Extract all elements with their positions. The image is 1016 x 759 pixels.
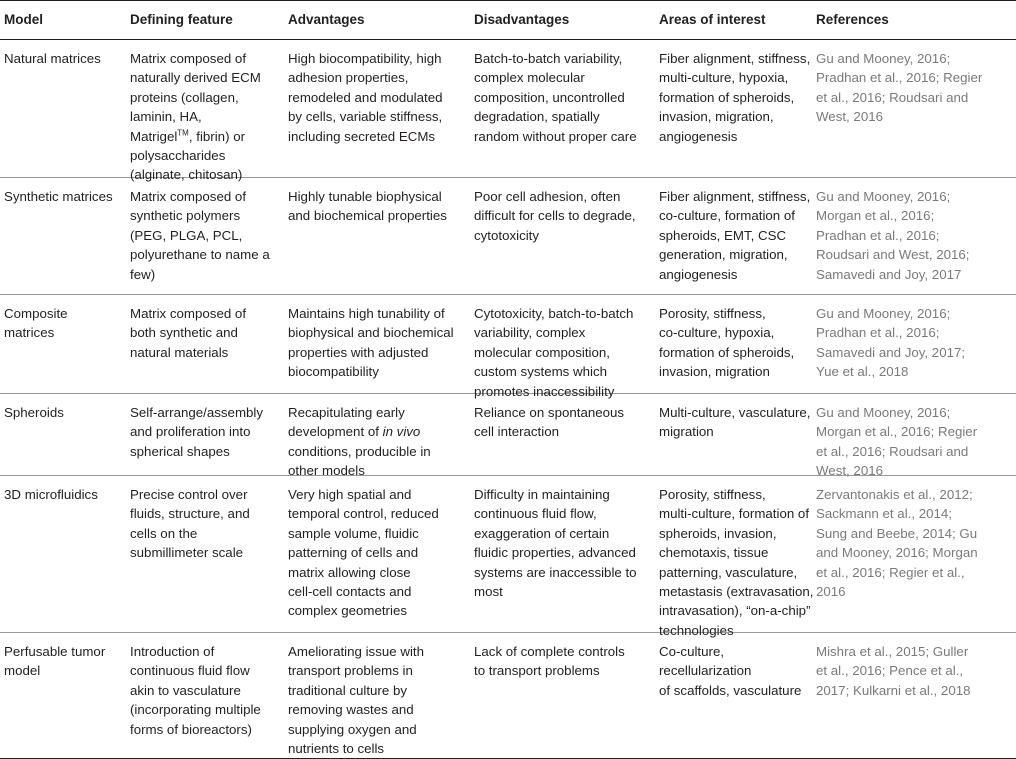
table-row <box>0 394 1016 479</box>
cell-references: Gu and Mooney, 2016; Morgan et al., 2016; Regier et al., 2016; Roudsari and West, 2016 <box>816 405 978 479</box>
cell-model: Synthetic matrices <box>4 189 113 204</box>
header-model: Model <box>4 12 43 27</box>
advantages-text-a: Recapitulating early development of <box>288 405 405 440</box>
cell-disadvantages: Reliance on spontaneous cell interaction <box>474 405 625 440</box>
cell-references: Gu and Mooney, 2016; Pradhan et al., 2016; Samavedi and Joy, 2017; Yue et al., 2018 <box>816 306 966 380</box>
cell-model: Perfusable tumor model <box>4 644 106 679</box>
header-defining-feature: Defining feature <box>130 12 233 27</box>
cell-defining-feature: Self-arrange/assembly and proliferation into spherical shapes <box>130 405 264 459</box>
cell-references: Zervantonakis et al., 2012; Sackmann et al., 2014; Sung and Beebe, 2014; Gu and Mooney, 2016; Morgan et al., 2016; Regier et al., 2016 <box>816 487 978 600</box>
cell-model: Composite matrices <box>4 306 68 341</box>
cell-advantages: Highly tunable biophysical and biochemical properties <box>288 189 447 224</box>
cell-areas-of-interest: Co-culture, recellularization of scaffolds, vasculature <box>659 644 802 698</box>
cell-model: 3D microfluidics <box>4 487 98 502</box>
cell-areas-of-interest: Fiber alignment, stiffness, co-culture, formation of spheroids, EMT, CSC generation, migration, angiogenesis <box>659 189 811 282</box>
table-row <box>0 295 1016 399</box>
header-disadvantages: Disadvantages <box>474 12 570 27</box>
cell-references: Gu and Mooney, 2016; Pradhan et al., 2016; Regier et al., 2016; Roudsari and West, 2016 <box>816 51 983 125</box>
cell-defining-feature: Introduction of continuous fluid flow akin to vasculature (incorporating multiple forms of bioreactors) <box>130 644 261 737</box>
table-row <box>0 476 1016 638</box>
cell-disadvantages: Cytotoxicity, batch-to-batch variability, complex molecular composition, custom systems which promotes inaccessibility <box>474 306 634 399</box>
cell-advantages: Very high spatial and temporal control, reduced sample volume, fluidic patterning of cells and matrix allowing close cell-cell contacts and complex geometries <box>288 487 439 619</box>
trademark-superscript: TM <box>177 128 189 138</box>
table-row <box>0 178 1016 295</box>
cell-defining-feature: Matrix composed of synthetic polymers (PEG, PLGA, PCL, polyurethane to name a few) <box>130 189 270 282</box>
cell-model: Natural matrices <box>4 51 101 66</box>
cell-defining-feature: Precise control over fluids, structure, and cells on the submillimeter scale <box>130 487 250 561</box>
cell-areas-of-interest: Porosity, stiffness, co-culture, hypoxia, formation of spheroids, invasion, migration <box>659 306 795 380</box>
cell-defining-feature <box>130 49 282 185</box>
cell-disadvantages: Poor cell adhesion, often difficult for cells to degrade, cytotoxicity <box>474 189 636 243</box>
header-areas-of-interest: Areas of interest <box>659 12 766 27</box>
table-row <box>0 633 1016 759</box>
cell-references: Gu and Mooney, 2016; Morgan et al., 2016; Pradhan et al., 2016; Roudsari and West, 2016; Samavedi and Joy, 2017 <box>816 189 970 282</box>
cell-references: Mishra et al., 2015; Guller et al., 2016; Pence et al., 2017; Kulkarni et al., 2018 <box>816 644 971 698</box>
header-references: References <box>816 12 889 27</box>
table-header <box>0 0 1016 40</box>
cell-areas-of-interest: Fiber alignment, stiffness, multi-culture, hypoxia, formation of spheroids, invasion, migration, angiogenesis <box>659 51 811 144</box>
cell-disadvantages: Lack of complete controls to transport problems <box>474 644 625 679</box>
advantages-text-b: conditions, producible in other models <box>288 443 431 479</box>
cell-disadvantages: Difficulty in maintaining continuous fluid flow, exaggeration of certain fluidic properties, advanced systems are inaccessible to most <box>474 487 637 600</box>
cell-advantages: Ameliorating issue with transport problems in traditional culture by removing wastes and supplying oxygen and nutrients to cells <box>288 644 424 757</box>
cell-defining-feature: Matrix composed of both synthetic and natural materials <box>130 306 247 360</box>
cell-disadvantages: Batch-to-batch variability, complex molecular composition, uncontrolled degradation, spatially random without proper care <box>474 51 637 144</box>
cell-areas-of-interest: Porosity, stiffness, multi-culture, formation of spheroids, invasion, chemotaxis, tissue patterning, vasculature, metastasis (extravasation, intravasation), “on-a-chip” technologies <box>659 487 814 638</box>
cell-areas-of-interest: Multi-culture, vasculature, migration <box>659 405 811 440</box>
advantages-italic: in vivo <box>382 424 421 440</box>
cell-advantages <box>288 403 463 481</box>
cell-advantages: High biocompatibility, high adhesion properties, remodeled and modulated by cells, variable stiffness, including secreted ECMs <box>288 51 443 144</box>
feature-text-b: , fibrin) or polysaccharides (alginate, chitosan) <box>130 128 246 183</box>
cell-advantages: Maintains high tunability of biophysical and biochemical properties with adjusted biocompatibility <box>288 306 454 380</box>
feature-text-a: Matrix composed of naturally derived ECM proteins (collagen, laminin, HA, Matrigel <box>130 51 261 144</box>
header-advantages: Advantages <box>288 12 365 27</box>
table-row <box>0 40 1016 183</box>
cell-model: Spheroids <box>4 405 64 420</box>
